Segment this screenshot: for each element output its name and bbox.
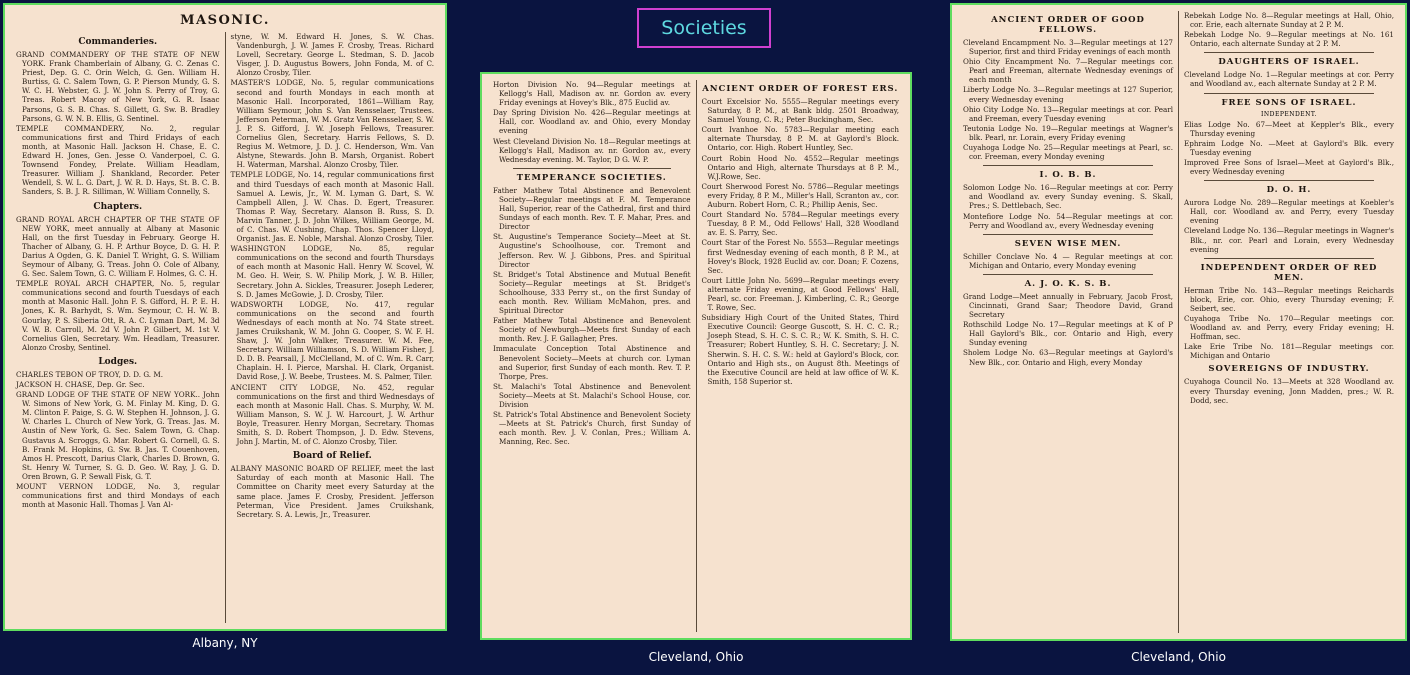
- section-heading: ANCIENT ORDER OF FOREST ERS.: [702, 84, 899, 94]
- listing-entry: GRAND COMMANDERY OF THE STATE OF NEW YORK. Frank Chamberlain of Albany, G. C. Zenas C. Priest, Dep. G. C. Orin Welch, G. Gen. William H. Burtiss, G. C. Salem Town, G. P. Pierson Mundy, G. S. W. C. H. Webster, G. J. W. John S. Perry of Troy, G. Treas. Robert Macoy of New York, G. R. Isaac Parsons, G. S. B. Chas. S. Gillett, G. Sw. B. Bradley Parsons, G. W. N. B. Ellis, G. Sentinel.: [16, 50, 220, 123]
- masonic-heading: MASONIC.: [180, 13, 270, 28]
- left-column-2: [225, 32, 440, 623]
- listing-entry: St. Augustine's Temperance Society—Meet at St. Augustine's Schoolhouse, cor. Tremont and Jefferson. Rev. W. J. Gibbons, Pres. and Spiritual Director: [493, 232, 691, 269]
- listing-entry: Father Mathew Total Abstinence and Benevolent Society—Regular meetings at F. M. Temperance Hall, Superior, rear of the Cathedral, first and third Sundays of each month. Rev. T. F. Mahar, Pres. and Director: [493, 185, 691, 232]
- listing-entry: Court Standard No. 5784—Regular meetings every Tuesday, 8 P. M., Odd Fellows' Hall, 328 Woodland av. E. S. Parry, Sec.: [701, 210, 899, 238]
- listing-entry: Grand Lodge—Meet annually in February, Jacob Frost, Cincinnati, Grand Saar; Theodore David, Grand Secretary: [963, 291, 1173, 320]
- listing-entry: Rebekah Lodge No. 9—Regular meetings at No. 161 Ontario, each alternate Sunday at 2 P. M.: [1184, 30, 1394, 49]
- cleveland-clipping-middle: [480, 72, 912, 640]
- listing-entry: Ohio City Encampment No. 7—Regular meetings cor. Pearl and Freeman, alternate Wednesday evenings of each month: [963, 57, 1173, 85]
- section-divider: [1204, 180, 1374, 181]
- section-heading: SOVEREIGNS OF INDUSTRY.: [1208, 364, 1370, 375]
- listing-entry: Father Mathew Total Abstinence and Benevolent Society of Newburgh—Meets first Sunday of each month. Rev. J. F. Gallagher, Pres.: [493, 316, 691, 344]
- listing-entry: Horton Division No. 94—Regular meetings at Kellogg's Hall, Madison av. nr. Gordon av. every Friday evenings at Hovey's Blk., 875 Euclid av.: [493, 80, 691, 108]
- listing-entry: Cuyahoga Council No. 13—Meets at 328 Woodland av. every Thursday evening, Jonn Madden, pres.; W. R. Dodd, sec.: [1184, 377, 1394, 405]
- caption-albany: Albany, NY: [192, 636, 258, 650]
- listing-entry: Court Excelsior No. 5555—Regular meetings every Saturday, 8 P. M., at Bank bldg. 2501 Broadway, Samuel Young, C. R.; Peter Buckingham, Sec.: [701, 97, 899, 125]
- listing-entry: TEMPLE ROYAL ARCH CHAPTER, No. 5, regular communications second and fourth Tuesdays of each month at Masonic Hall. John F. S. Gifford, H. P. E. H. Jones, K. R. Barhydt, S. Wm. Seymour, C. H. W. B. Gourlay, P. S. Siberia Ott, R. A. C. Lyman Dart, M. 3d V. W. B. Carroll, M. 2d V. John P. Gilbert, M. 1st V. Cornelius Glen, Secretary. Wm. Headlam, Treasurer. Alonzo Crosby, Sentinel.: [16, 279, 220, 352]
- listing-entry: Day Spring Division No. 426—Regular meetings at Hall, cor. Woodland av. and Ohio, every Monday evening: [493, 108, 691, 136]
- listing-entry: GRAND LODGE OF THE STATE OF NEW YORK.. John W. Simons of New York, G. M. Finlay M. King, D. G. M. Clinton F. Paige, S. G. W. Stephen H. Johnson, J. G. W. Charles L. Church of New York, G. Treas. Jas. M. Austin of New York, G. Sec. Salem Town, G. Chap. Gustavus A. Scroggs, G. Mar. Robert G. Cornell, G. S. B. Frank M. Hopkins, G. Sw. B. Jas. T. Couenhoven, Amos H. Prescott, Darius Clark, Charles D. Brown, G. St. Henry W. Turner, S. G. D. Geo. W. Ray, J. G. D. Oren Brown, G. P. Sewall Fisk, G. T.: [16, 390, 220, 481]
- section-heading: INDEPENDENT.: [1261, 110, 1317, 118]
- section-divider: [983, 165, 1153, 166]
- listing-entry: Cuyahoga Lodge No. 25—Regular meetings at Pearl, sc. cor. Freeman, every Monday evening: [963, 143, 1173, 162]
- listing-entry: Subsidiary High Court of the United States, Third Executive Council: George Guscott, S. H. C. C. R.; Joseph Stead, S. H. C. S. C. R.; W. K. Smith, S. H. C. Treasurer; Robert Huntley, S. H. C. Secretary; J. N. Sherwin. S. H. C. S. W.: held at Gaylord's Block, cor. Ontario and High sts., on August 8th. Meetings of the Executive Council are held at law office of W. K. Smith, 158 Superior st.: [701, 313, 899, 386]
- listing-entry: Cleveland Lodge No. 1—Regular meetings at cor. Perry and Woodland av., each alternate Sunday at 2 P. M.: [1184, 70, 1394, 89]
- listing-entry: Cuyahoga Tribe No. 170—Regular meetings cor. Woodland av. and Perry, every Friday evening; H. Hoffman, sec.: [1184, 313, 1394, 342]
- section-heading: Board of Relief.: [292, 451, 372, 462]
- listing-entry: TEMPLE LODGE, No. 14, regular communications first and third Tuesdays of each month at Masonic Hall. Samuel A. Lewis, Jr., W. M. Lyman G. Dart, S. W. Campbell Allen, J. W. Chas. D. Egert, Treasurer. Thomas P. Way, Secretary. Alanson B. Russ, S. D. Marvin Tanner, J. D. John Wilkes, William George, M. of C. Chas. W. Cushing, Chap. Thos. Spencer Lloyd, Organist. Jas. E. Noble, Marshal. Alonzo Crosby, Tiler.: [230, 170, 434, 244]
- listing-entry: styne, W. M. Edward H. Jones, S. W. Chas. Vandenburgh, J. W. James F. Crosby, Treas. Richard Lovell, Secretary. George L. Stedman, S. D. Jacob Visger, J. D. Augustus Bowers, John Fonda, M. of C. Alonzo Crosby, Tiler.: [230, 32, 434, 78]
- cleveland-clipping-right: [950, 3, 1407, 641]
- listing-entry: TEMPLE COMMANDERY, No. 2, regular communications first and Third Fridays of each month, at Masonic Hall. Jackson H. Chase, E. C. Edward H. Jones, Gen. Jesse O. Vanderpoel, C. G. Townsend Fondey, Prelate. William Headlam, Treasurer. William J. Shankland, Recorder. Peter Wendell, S. W. L. G. Dart, J. W. R. D. Hays, St. B. C. B. Sanders, S. B. J. R. Silliman, W. William Connelly, S.: [16, 123, 220, 197]
- listing-entry: Ohio City Lodge No. 13—Regular meetings at cor. Pearl and Freeman, every Tuesday evening: [963, 104, 1173, 123]
- listing-entry: Cleveland Lodge No. 136—Regular meetings in Wagner's Blk., nr. cor. Pearl and Lorain, every Wednesday evening: [1184, 226, 1394, 254]
- listing-entry: Court Star of the Forest No. 5553—Regular meetings first Wednesday evening of each month, 8 P. M., at Hovey's Block, 1928 Euclid av. cor. Doan; F. Cozens, Sec.: [701, 238, 899, 275]
- middle-column-2: [696, 80, 905, 632]
- listing-entry: Ephraim Lodge No. —Meet at Gaylord's Blk. every Tuesday evening: [1184, 138, 1394, 157]
- section-heading: SEVEN WISE MEN.: [1014, 238, 1122, 249]
- albany-masonic-clipping: [3, 3, 447, 631]
- section-heading: ANCIENT ORDER OF GOOD FELLOWS.: [991, 15, 1145, 35]
- caption-cleveland-middle: Cleveland, Ohio: [648, 650, 744, 664]
- section-divider: [983, 274, 1153, 275]
- listing-entry: Solomon Lodge No. 16—Regular meetings at cor. Perry and Woodland av. every Sunday evening. S. Skall, Pres.; S. Dettlebach, Sec.: [963, 183, 1173, 211]
- listing-entry: GRAND ROYAL ARCH CHAPTER OF THE STATE OF NEW YORK, meet annually at Albany at Masonic Hall, on the first Tuesday in February. George H. Thacher of Albany, G. H. P. Arthur Boyce, D. G. H. P. Darius A Ogden, G. K. Daniel T. Wright, G. S. William Seymour of Albany, G. Treas. John O. Cole of Albany, G. Sec. Salem Town, G. C. William F. Holmes, G. C. H.: [16, 214, 220, 279]
- listing-entry: MASTER'S LODGE, No. 5, regular communications second and fourth Mondays in each month at Masonic Hall. Incorporated, 1861—William Ray, William Seymour, John S. Van Rensselaer, Trustees. Jefferson Peterman, W. M. Gratz Van Rensselaer, S. W. J. P. S. Gifford, J. W. Joseph Fellows, Treasurer. Cornelius Glen, Secretary. Harris Fellows, S. D. Regius M. Wetmore, J. D. J. C. Henderson, Wm. Van Alstyne, Stewards. John B. Marsh, Organist. Robert H. Waterman, Marshal. Alonzo Crosby, Tiler.: [230, 78, 434, 170]
- right-column-1: [958, 11, 1178, 633]
- section-heading: A. J. O. K. S. B.: [1024, 278, 1112, 289]
- page-title: Societies: [637, 8, 771, 48]
- listing-entry: Court Little John No. 5699—Regular meetings every alternate Friday evening, at Good Fellows' Hall, Pearl, sc. cor. Freeman. J. Kimberling, C. R.; George T. Rowe, Sec.: [701, 275, 899, 313]
- listing-entry: WASHINGTON LODGE, No. 85, regular communications on the second and fourth Thursdays of each month at Masonic Hall. Henry W. Scovel, W. M. Geo. H. Weir, S. W. Philip Mork, J. W. B. Hiller, Secretary. John A. Sickles, Treasurer. Joseph Lederer, S. D. James McGowie, J. D. Crosby, Tiler.: [230, 244, 434, 299]
- listing-entry: Herman Tribe No. 143—Regular meetings Reichards block, Erie, cor. Ohio, every Thursday evening; F. Seibert, sec.: [1184, 285, 1394, 313]
- listing-entry: ANCIENT CITY LODGE, No. 452, regular communications on the first and third Wednesdays of each month at Masonic Hall. Chas. S. Murphy, W. M. William Manson, S. W. J. W. Harcourt, J. W. Arthur Boyle, Treasurer. Henry Morgan, Secretary. Thomas Smith, S. D. Robert Thompson, J. D. Edw. Stevens, John J. Martin, M. of C. Alonzo Crosby, Tiler.: [230, 382, 434, 447]
- left-column-1: [11, 32, 225, 623]
- listing-entry: Cleveland Encampment No. 3—Regular meetings at 127 Superior, first and third Friday evenings of each month: [963, 38, 1173, 57]
- section-heading: FREE SONS OF ISRAEL.: [1221, 97, 1357, 108]
- listing-entry: Montefiore Lodge No. 54—Regular meetings at cor. Perry and Woodland av., every Wednesday evening: [963, 211, 1173, 230]
- listing-entry: St. Patrick's Total Abstinence and Benevolent Society—Meets at St. Patrick's Church, first Sunday of each month. Rev. J. V. Conlan, Pres.; William A. Manning, Rec. Sec.: [493, 410, 691, 447]
- section-heading: D. O. H.: [1266, 185, 1312, 196]
- section-heading: Chapters.: [93, 201, 143, 212]
- listing-entry: Sholem Lodge No. 63—Regular meetings at Gaylord's New Blk., cor. Ontario and High, every Monday: [963, 348, 1173, 367]
- listing-entry: Aurora Lodge No. 289—Regular meetings at Koebler's Hall, cor. Woodland av. and Perry, every Tuesday evening: [1184, 198, 1394, 226]
- listing-entry: St. Malachi's Total Abstinence and Benevolent Society—Meets at St. Malachi's School House, cor. Division: [493, 381, 691, 409]
- listing-entry: CHARLES TEBON OF TROY, D. D. G. M.: [16, 369, 164, 379]
- listing-entry: Elias Lodge No. 67—Meet at Keppler's Blk., every Thursday evening: [1184, 119, 1394, 138]
- section-divider: [1204, 52, 1374, 53]
- section-divider: [1204, 258, 1374, 259]
- middle-column-1: [488, 80, 696, 632]
- section-heading: INDEPENDENT ORDER OF RED MEN.: [1200, 262, 1378, 283]
- listing-entry: Court Robin Hood No. 4552—Regular meetings Ontario and High, alternate Thursdays at 8 P. M., W.J.Rowe, Sec.: [701, 153, 899, 181]
- section-heading: Lodges.: [98, 356, 138, 367]
- section-heading: Commanderies.: [78, 37, 158, 47]
- right-column-2: [1178, 11, 1399, 633]
- listing-entry: Improved Free Sons of Israel—Meet at Gaylord's Blk., every Wednesday evening: [1184, 157, 1394, 177]
- listing-entry: Rothschild Lodge No. 17—Regular meetings at K of P Hall Gaylord's Blk., cor. Ontario and High, every Sunday evening: [963, 320, 1173, 348]
- listing-entry: Schiller Conclave No. 4 — Regular meetings at cor. Michigan and Ontario, every Monday evening: [963, 251, 1173, 270]
- section-heading: TEMPERANCE SOCIETIES.: [516, 172, 667, 183]
- listing-entry: Lake Erie Tribe No. 181—Regular meetings cor. Michigan and Ontario: [1184, 342, 1394, 361]
- listing-entry: JACKSON H. CHASE, Dep. Gr. Sec.: [16, 380, 145, 389]
- listing-entry: Court Sherwood Forest No. 5786—Regular meetings every Friday, 8 P. M., Miller's Hall, Scranton av., cor. Auburn. Robert Horn, C. R.; Phillip Aenis, Sec.: [701, 181, 899, 210]
- listing-entry: MOUNT VERNON LODGE, No. 3, regular communications first and third Mondays of each month at Masonic Hall. Thomas J. Van Al-: [16, 482, 220, 510]
- listing-entry: ALBANY MASONIC BOARD OF RELIEF, meet the last Saturday of each month at Masonic Hall. The Committee on Charity meet every Saturday at the same place. James F. Crosby, President. Jefferson Peterman, Vice President. James Cruikshank, Secretary. S. A. Lewis, Jr., Treasurer.: [230, 464, 434, 519]
- listing-entry: Court Ivanhoe No. 5783—Regular meeting each alternate Thursday, 8 P. M. at Gaylord's Block. Ontario, cor. High. Robert Huntley, Sec.: [701, 125, 899, 153]
- section-divider: [983, 234, 1153, 235]
- listing-entry: WADSWORTH LODGE, No. 417, regular communications on the second and fourth Wednesdays of each month at No. 74 State street. James Cruikshank, W. M. John G. Cooper, S. W. F. H. Shaw, J. W. John Walker, Treasurer. W. M. Fee, Secretary. William Williamson, S. D. William Fisher, J. D. D. B. Pearsall, J. McClelland, M. of C. Wm. R. Carr, Chaplain. H. I. Pierce, Marshal. H. Clark, Organist. David Rose, J. W. Beebe, Trustees. M. S. Palmer, Tiler.: [230, 299, 434, 382]
- section-heading: DAUGHTERS OF ISRAEL.: [1218, 57, 1360, 68]
- section-divider: [513, 168, 671, 169]
- section-divider: [1204, 93, 1374, 94]
- listing-entry: Liberty Lodge No. 3—Regular meetings at 127 Superior, every Wednesday evening: [963, 85, 1173, 104]
- listing-entry: Rebekah Lodge No. 8—Regular meetings at Hall, Ohio, cor. Erie, each alternate Sunday at 2 P. M.: [1184, 11, 1394, 30]
- listing-entry: West Cleveland Division No. 18—Regular meetings at Kellogg's Hall, Madison av. nr. Gordon av., every Wednesday evening. M. Taylor, D G. W. P.: [493, 136, 691, 164]
- listing-entry: Immaculate Conception Total Abstinence and Benevolent Society—Meets at church cor. Lyman and Superior, first Sunday of each month. Rev. T. P. Thorpe, Pres.: [493, 344, 691, 381]
- listing-entry: St. Bridget's Total Abstinence and Mutual Benefit Society—Regular meetings at St. Bridget's Schoolhouse, 333 Perry st., on the first Sunday of each month. Rev. William McMahon, pres. and Spiritual Director: [493, 269, 691, 316]
- listing-entry: Teutonia Lodge No. 19—Regular meetings at Wagner's blk. Pearl, nr. Lorain, every Friday evening: [963, 123, 1173, 142]
- caption-cleveland-right: Cleveland, Ohio: [1131, 650, 1226, 664]
- section-heading: I. O. B. B.: [1039, 170, 1097, 181]
